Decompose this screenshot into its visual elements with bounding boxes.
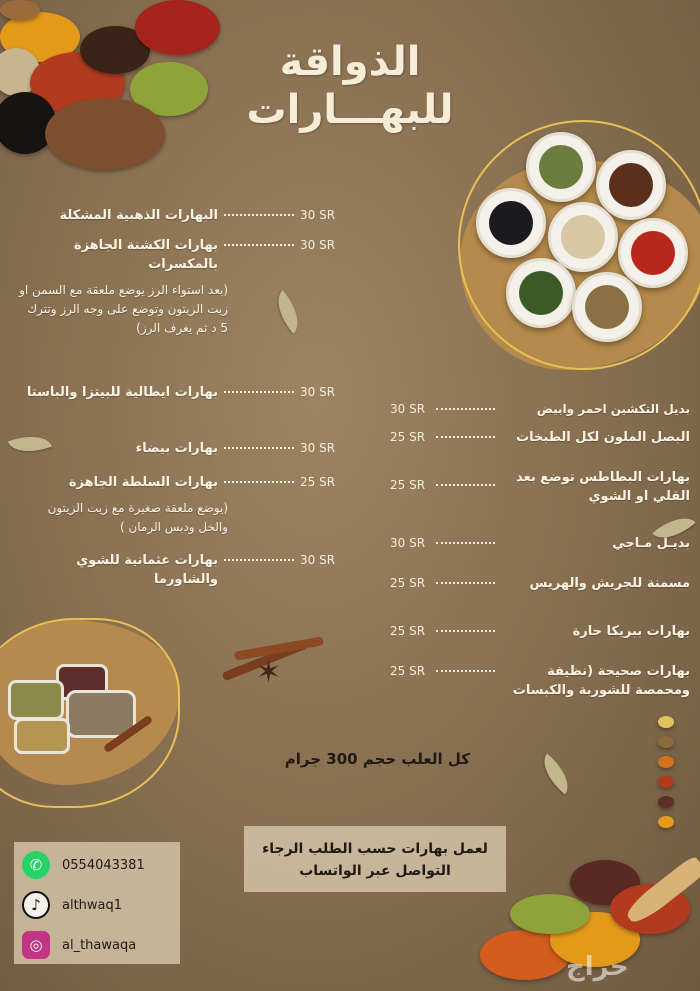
item-price: 30 SR xyxy=(300,553,336,567)
cinnamon-pile xyxy=(0,0,40,20)
tiktok-row[interactable] xyxy=(22,888,172,922)
menu-item xyxy=(18,383,348,439)
title-line-1: الذواقة xyxy=(279,39,421,85)
whatsapp-row[interactable] xyxy=(22,848,172,882)
ginger-bowl xyxy=(548,202,618,272)
dotted-leader xyxy=(224,383,294,393)
dotted-leader xyxy=(436,428,496,438)
cumin-pile xyxy=(45,98,165,170)
item-name: بهارات بيضاء xyxy=(135,441,218,456)
star-anise-icon: ✶ xyxy=(256,655,282,690)
dotted-leader xyxy=(436,400,496,410)
item-name: بهارات الكشنة الجاهزة بالمكسرات xyxy=(73,238,218,272)
item-price: 30 SR xyxy=(300,208,336,222)
right-menu xyxy=(390,400,690,708)
menu-item xyxy=(390,428,690,468)
glass-bowl xyxy=(8,680,64,720)
bay-leaf-bowl xyxy=(506,258,576,328)
item-name: بديل التكشين احمر وابيض xyxy=(536,402,690,416)
dotted-leader xyxy=(436,476,496,486)
bottom-left-bowls xyxy=(0,620,185,790)
menu-item xyxy=(18,439,348,473)
spoon-spice xyxy=(658,756,674,768)
weight-note: كل العلب حجم 300 جرام xyxy=(284,750,470,768)
red-chili-bowl xyxy=(618,218,688,288)
item-name: بديـل مـاجي xyxy=(612,536,690,551)
item-note: (بعد استواء الرز يوضع ملعقة مع السمن او زيت الزيتون وتوضع على وجه الرز وتترك 5 د ثم يغرف الرز) xyxy=(19,283,228,335)
instagram-handle[interactable]: al_thawaqa xyxy=(62,937,137,953)
item-name: بهارات ايطالية للبيتزا والباستا xyxy=(26,385,218,400)
item-price: 25 SR xyxy=(390,430,426,444)
left-menu xyxy=(18,206,348,595)
menu-item xyxy=(18,206,348,236)
tiktok-handle[interactable]: althwaq1 xyxy=(62,897,123,913)
spoon-spice xyxy=(658,816,674,828)
item-name: البهارات الذهبية المشكلة xyxy=(59,208,218,223)
bottom-right-spices xyxy=(470,840,700,991)
menu-item xyxy=(390,468,690,534)
item-price: 25 SR xyxy=(390,576,426,590)
dotted-leader xyxy=(224,551,294,561)
menu-item xyxy=(18,551,348,595)
item-note: (يوضع ملعقة صغيرة مع زيت الزيتون والخل ودبس الرمان ) xyxy=(47,501,228,534)
star-anise-bowl xyxy=(596,150,666,220)
menu-item xyxy=(390,574,690,622)
bay-leaf-icon xyxy=(534,753,577,794)
item-price: 30 SR xyxy=(300,238,336,252)
tiktok-icon: ♪ xyxy=(22,891,50,919)
contact-panel xyxy=(14,842,180,964)
dotted-leader xyxy=(436,534,496,544)
dotted-leader xyxy=(436,622,496,632)
item-price: 30 SR xyxy=(390,402,426,416)
menu-item xyxy=(390,662,690,708)
custom-note-line-1: لعمل بهارات حسب الطلب الرجاء xyxy=(262,841,488,857)
title-line-2: للبهـــارات xyxy=(246,87,454,133)
item-name: بهارات البطاطس توضع بعد القلي او الشوي xyxy=(516,470,690,504)
item-price: 25 SR xyxy=(300,475,336,489)
dotted-leader xyxy=(436,574,496,584)
instagram-icon: ◎ xyxy=(22,931,50,959)
whatsapp-icon: ✆ xyxy=(22,851,50,879)
spoon-spice xyxy=(658,716,674,728)
whatsapp-number[interactable]: 0554043381 xyxy=(62,857,145,873)
menu-item xyxy=(390,622,690,662)
custom-order-panel xyxy=(244,826,506,892)
cinnamon-anise xyxy=(220,636,330,706)
herb-pile xyxy=(510,894,590,934)
menu-item xyxy=(390,400,690,428)
glass-bowl xyxy=(14,718,70,754)
dotted-leader xyxy=(224,473,294,483)
dotted-leader xyxy=(224,206,294,216)
dotted-leader xyxy=(224,439,294,449)
menu-item xyxy=(390,534,690,574)
item-name: البصل الملون لكل الطبخات xyxy=(516,430,690,445)
item-name: مسمنة للجريش والهريس xyxy=(529,576,690,591)
item-name: بهارات عثمانية للشوي والشاورما xyxy=(76,553,218,587)
cardamom-bowl xyxy=(572,272,642,342)
item-price: 30 SR xyxy=(390,536,426,550)
item-name: بهارات السلطة الجاهزة xyxy=(68,475,218,490)
spoon-spice xyxy=(658,796,674,808)
rosemary-bowl xyxy=(526,132,596,202)
item-price: 30 SR xyxy=(300,385,336,399)
item-price: 30 SR xyxy=(300,441,336,455)
spoon-spice xyxy=(658,736,674,748)
spice-spoon-strip xyxy=(654,716,694,836)
item-price: 25 SR xyxy=(390,478,426,492)
custom-note-line-2: التواصل عبر الواتساب xyxy=(299,863,451,879)
instagram-row[interactable] xyxy=(22,928,172,962)
dotted-leader xyxy=(436,662,496,672)
spoon-spice xyxy=(658,776,674,788)
item-name: بهارات ببريكا حارة xyxy=(572,624,690,639)
watermark: حراج xyxy=(566,952,629,982)
dotted-leader xyxy=(224,236,294,246)
black-lemon-bowl xyxy=(476,188,546,258)
spice-bowls-cluster xyxy=(450,120,700,370)
menu-item xyxy=(18,473,348,499)
item-price: 25 SR xyxy=(390,664,426,678)
item-price: 25 SR xyxy=(390,624,426,638)
top-left-spices xyxy=(0,0,215,170)
menu-item xyxy=(18,236,348,280)
item-name: بهارات صحيحة (نظيفة ومحمصة للشوربة والكبسات xyxy=(512,664,690,698)
